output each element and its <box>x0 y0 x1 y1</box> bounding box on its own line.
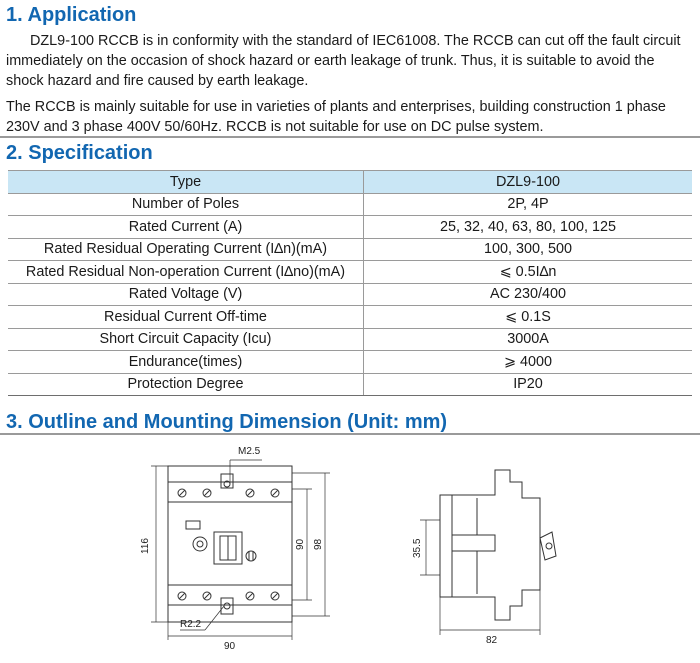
spec-label: Residual Current Off-time <box>8 306 364 329</box>
table-row <box>8 306 692 329</box>
table-row <box>8 373 692 396</box>
terminal-screws-top <box>178 489 279 497</box>
section-divider <box>0 433 700 435</box>
spec-value: 2P, 4P <box>364 193 693 216</box>
spec-value: IP20 <box>364 373 693 396</box>
spec-value: 100, 300, 500 <box>364 238 693 261</box>
section-divider <box>0 136 700 138</box>
spec-label: Rated Residual Non-operation Current (I∆no)(mA) <box>8 261 364 284</box>
side-height-label: 35.5 <box>412 538 423 558</box>
terminal-screws-bottom <box>178 592 279 600</box>
screw-spec-label: M2.5 <box>238 446 261 457</box>
height-90-dimension-label: 90 <box>295 538 306 550</box>
table-row <box>8 328 692 351</box>
spec-value: AC 230/400 <box>364 283 693 306</box>
spec-value: 3000A <box>364 328 693 351</box>
table-header-row <box>8 171 692 194</box>
din-rail-slot <box>452 535 495 551</box>
height-dimension-label: 116 <box>140 538 151 554</box>
table-row <box>8 193 692 216</box>
side-depth-label: 82 <box>486 635 498 646</box>
table-header-cell: DZL9-100 <box>364 171 693 194</box>
table-row <box>8 238 692 261</box>
spec-label: Endurance(times) <box>8 351 364 374</box>
section-title-specification: 2. Specification <box>6 142 153 164</box>
table-row <box>8 261 692 284</box>
spec-label: Short Circuit Capacity (Icu) <box>8 328 364 351</box>
spec-value: ⩾ 4000 <box>364 351 693 374</box>
spec-label: Number of Poles <box>8 193 364 216</box>
table-row <box>8 351 692 374</box>
table-row <box>8 216 692 239</box>
section-title-application: 1. Application <box>6 4 137 26</box>
application-paragraph-1: DZL9-100 RCCB is in conformity with the standard of IEC61008. The RCCB can cut off the fault circuit immediately on the occasion of shock hazard or earth leakage of trunk. Thus, it is suitable to avoid the shock hazard and fire caused by earth leakage. <box>6 33 681 89</box>
specification-table <box>8 170 692 396</box>
width-dimension-label: 90 <box>224 641 236 652</box>
spec-value: 25, 32, 40, 63, 80, 100, 125 <box>364 216 693 239</box>
side-handle <box>540 532 556 560</box>
spec-value: ⩽ 0.5I∆n <box>364 261 693 284</box>
radius-label: R2.2 <box>180 619 202 630</box>
reset-screw <box>246 551 256 561</box>
indicator-window <box>186 521 200 529</box>
bottom-mount-clip <box>221 598 233 614</box>
table-row <box>8 283 692 306</box>
outline-drawing <box>0 440 700 663</box>
application-paragraph-2: The RCCB is mainly suitable for use in varieties of plants and enterprises, building construction 1 phase 230V and 3 phase 400V 50/60Hz. RCCB is not suitable for use on DC pulse system. <box>6 99 666 135</box>
spec-label: Rated Current (A) <box>8 216 364 239</box>
spec-label: Rated Residual Operating Current (I∆n)(mA) <box>8 238 364 261</box>
table-header-cell: Type <box>8 171 364 194</box>
section-title-outline: 3. Outline and Mounting Dimension (Unit: mm) <box>6 411 448 433</box>
spec-label: Protection Degree <box>8 373 364 396</box>
spec-label: Rated Voltage (V) <box>8 283 364 306</box>
side-view-body <box>440 470 556 620</box>
height-98-dimension-label: 98 <box>313 538 324 550</box>
test-button <box>193 537 207 551</box>
spec-value: ⩽ 0.1S <box>364 306 693 329</box>
